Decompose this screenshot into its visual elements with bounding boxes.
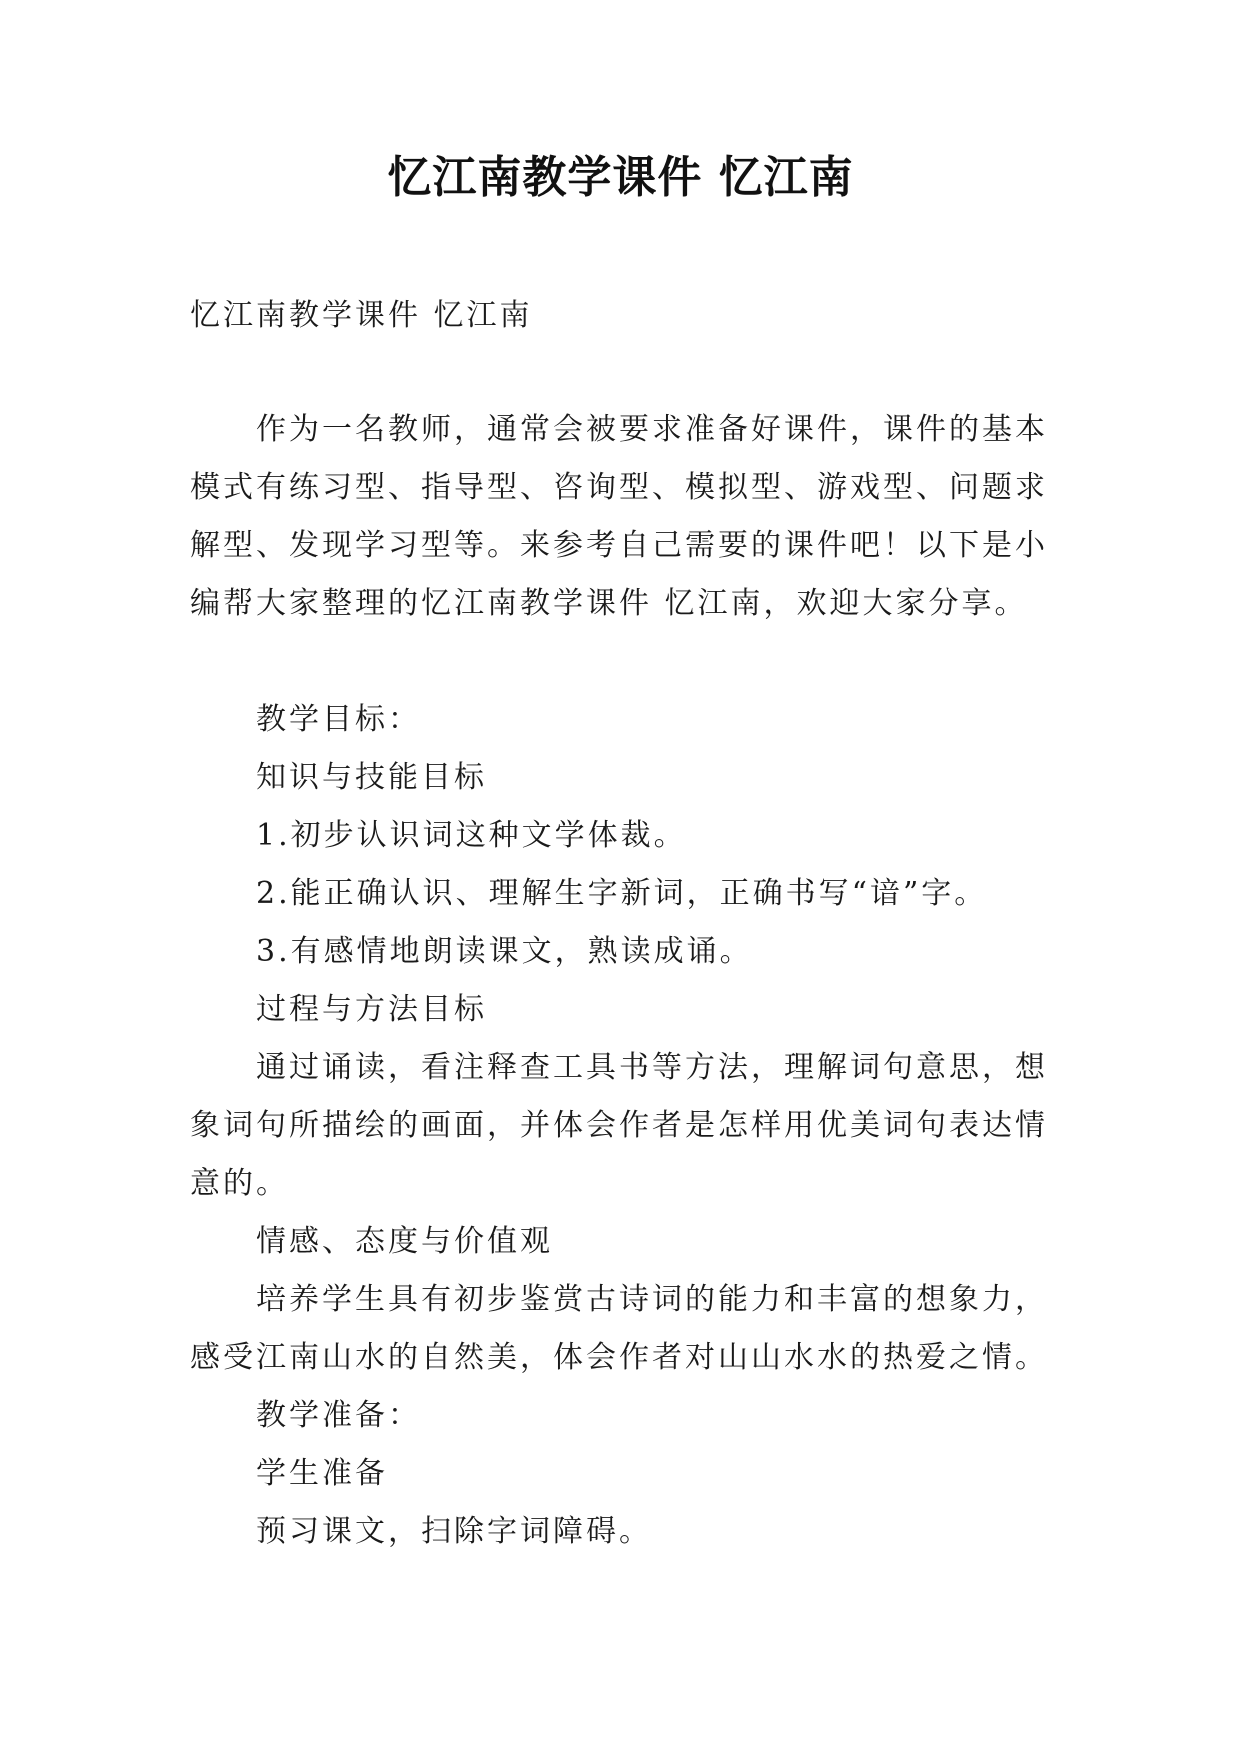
- section-heading-teaching-prep: 教学准备：: [256, 1398, 421, 1433]
- document-body: [190, 287, 1060, 1561]
- section-heading-teaching-goals: 教学目标：: [256, 702, 421, 737]
- document-title: 忆江南教学课件 忆江南: [387, 152, 854, 203]
- spacer: [190, 345, 1060, 401]
- intro-paragraph: 作为一名教师，通常会被要求准备好课件，课件的基本模式有练习型、指导型、咨询型、模拟型、游戏型、问题求解型、发现学习型等。来参考自己需要的课件吧！以下是小编帮大家整理的忆江南教学课件 忆江南，欢迎大家分享。: [190, 412, 1048, 621]
- list-item: 3.有感情地朗读课文，熟读成诵。: [256, 934, 753, 969]
- spacer: [190, 633, 1060, 691]
- subheading-process-methods: 过程与方法目标: [256, 992, 487, 1027]
- subheading-student-prep: 学生准备: [256, 1456, 388, 1491]
- body-paragraph: 培养学生具有初步鉴赏古诗词的能力和丰富的想象力，感受江南山水的自然美，体会作者对山山水水的热爱之情。: [190, 1282, 1048, 1375]
- list-item: 2.能正确认识、理解生字新词，正确书写“谙”字。: [256, 876, 988, 911]
- subheading-knowledge-skills: 知识与技能目标: [256, 760, 487, 795]
- document-subtitle: 忆江南教学课件 忆江南: [190, 298, 533, 333]
- list-item: 1.初步认识词这种文学体裁。: [256, 818, 687, 853]
- body-paragraph: 通过诵读，看注释查工具书等方法，理解词句意思，想象词句所描绘的画面，并体会作者是怎样用优美词句表达情意的。: [190, 1050, 1048, 1201]
- body-paragraph: 预习课文，扫除字词障碍。: [256, 1514, 652, 1549]
- subheading-emotion-values: 情感、态度与价值观: [256, 1224, 553, 1259]
